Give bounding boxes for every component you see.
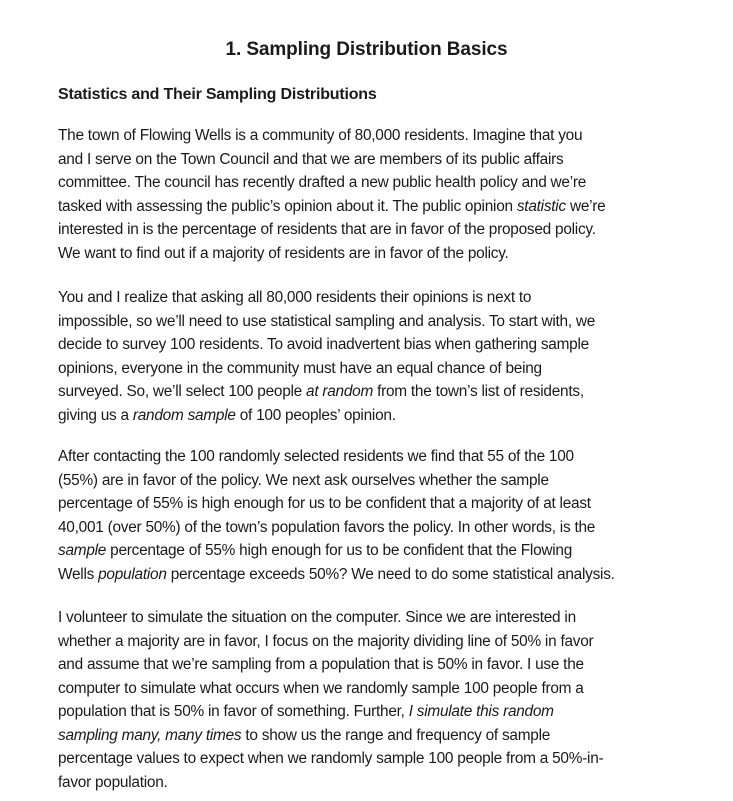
emphasized-text: at random [306,383,374,400]
emphasized-text: statistic [516,197,566,215]
text-line [58,724,698,748]
text-run: tasked with assessing the public’s opinion about it. The public opinion [58,197,517,215]
text-line [58,677,698,701]
text-run: impossible, so we’ll need to use statistical sampling and analysis. To start with, we [58,312,596,330]
text-run: You and I realize that asking all 80,000 residents their opinions is next to [58,289,532,306]
text-run: from the town’s list of residents, [373,383,584,400]
text-run: of 100 peoples’ opinion. [235,406,396,424]
text-run: favor population. [58,773,168,791]
emphasized-text: random sample [132,406,236,424]
text-run: computer to simulate what occurs when we randomly sample 100 people from a [58,679,584,697]
text-run: I volunteer to simulate the situation on the computer. Since we are interested in [58,609,576,626]
text-run: interested in is the percentage of residents that are in favor of the proposed policy. [58,221,596,238]
text-run: decide to survey 100 residents. To avoid inadvertent bias when gathering sample [58,336,589,353]
text-line [58,242,698,266]
text-run: 40,001 (over 50%) of the town’s population favors the policy. In other words, is the [58,518,596,536]
text-run: surveyed. So, we’ll select 100 people [58,383,307,400]
text-run: we’re [565,197,606,215]
text-line [58,218,698,242]
text-line [58,606,698,630]
text-line [58,357,698,381]
text-run: We want to find out if a majority of residents are in favor of the policy. [58,244,509,262]
text-line [58,124,698,148]
text-line [58,380,698,404]
text-run: percentage of 55% is high enough for us to be confident that a majority of at least [58,495,591,512]
text-line [58,445,698,469]
text-run: and I serve on the Town Council and that we are members of its public affairs [58,150,564,168]
paragraph-sample-result [58,445,698,586]
text-run: (55%) are in favor of the policy. We next ask ourselves whether the sample [58,471,549,489]
text-run: opinions, everyone in the community must have an equal chance of being [58,359,542,377]
text-run: whether a majority are in favor, I focus on the majority dividing line of 50% in favor [58,632,594,650]
text-run: to show us the range and frequency of sample [241,726,551,744]
text-line [58,747,698,771]
text-run: committee. The council has recently drafted a new public health policy and we’re [58,174,587,191]
text-run: After contacting the 100 randomly selected residents we find that 55 of the 100 [58,448,574,465]
text-run: The town of Flowing Wells is a community of 80,000 residents. Imagine that you [58,127,583,144]
text-line [58,771,698,795]
text-line [58,653,698,677]
text-line [58,286,698,310]
emphasized-text: sampling many, many times [58,726,242,744]
text-line [58,563,698,587]
text-line [58,171,698,195]
text-line [58,700,698,724]
page-title: 1. Sampling Distribution Basics [225,39,508,60]
paragraph-sampling-plan [58,286,698,427]
section-heading: Statistics and Their Sampling Distributions [58,86,377,103]
emphasized-text: population [98,565,167,583]
text-line [58,195,698,219]
text-line [58,539,698,563]
text-line [58,310,698,334]
text-run: percentage values to expect when we randomly sample 100 people from a 50%-in- [58,750,604,767]
text-run: population that is 50% in favor of something. Further, [58,703,409,720]
text-run: and assume that we’re sampling from a population that is 50% in favor. I use the [58,656,584,673]
emphasized-text: I simulate this random [408,703,554,720]
text-line [58,333,698,357]
text-line [58,469,698,493]
text-line [58,630,698,654]
emphasized-text: sample [58,542,107,559]
text-run: percentage exceeds 50%? We need to do some statistical analysis. [166,565,615,583]
text-run: Wells [58,565,99,583]
text-line [58,148,698,172]
text-line [58,492,698,516]
text-line [58,516,698,540]
paragraph-town-intro [58,124,698,265]
text-line [58,404,698,428]
text-run: percentage of 55% high enough for us to be confident that the Flowing [106,542,573,559]
text-run: giving us a [58,406,133,424]
paragraph-simulation [58,606,698,794]
